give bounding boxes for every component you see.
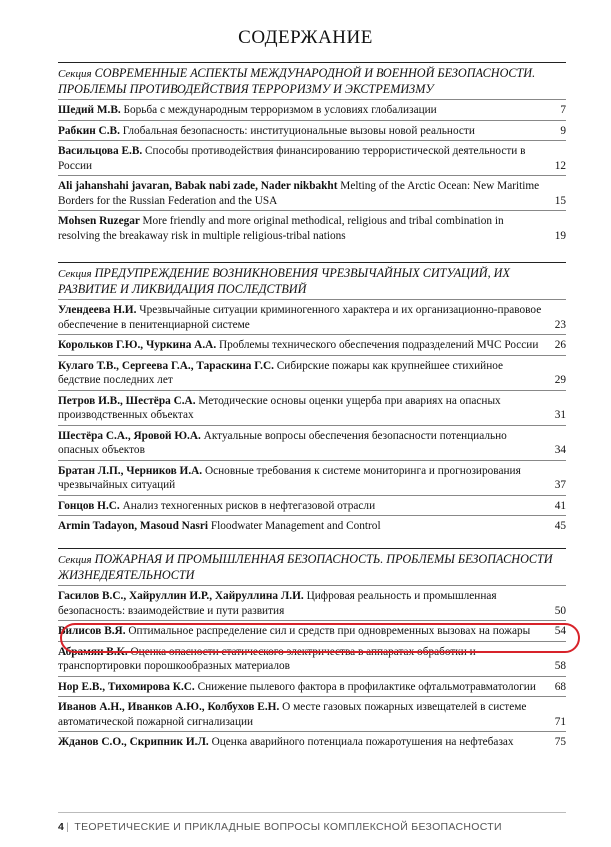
entry-authors: Жданов С.О., Скрипник И.Л. — [58, 736, 212, 748]
entry-title: Борьба с международным терроризмом в условиях глобализации — [123, 104, 437, 116]
toc-entry[interactable] — [58, 210, 566, 245]
section-title: СОВРЕМЕННЫЕ АСПЕКТЫ МЕЖДУНАРОДНОЙ И ВОЕННОЙ БЕЗОПАСНОСТИ. ПРОБЛЕМЫ ПРОТИВОДЕЙСТВИЯ ТЕРРОРИЗМУ И ЭКСТРЕМИЗМУ — [58, 66, 536, 96]
entry-page: 19 — [554, 229, 566, 242]
entry-title: Проблемы технического обеспечения подразделений МЧС России — [218, 339, 539, 351]
entry-title: Основные требования к системе мониторинга и прогнозирования чрезвычайных ситуаций — [58, 464, 521, 491]
entry-page: 34 — [554, 444, 566, 456]
entry-page: 26 — [554, 339, 566, 351]
toc-entry[interactable] — [58, 641, 566, 676]
toc-entry[interactable] — [58, 334, 566, 355]
toc-entry[interactable] — [58, 120, 566, 141]
page-footer — [58, 812, 566, 833]
toc-entry[interactable] — [58, 140, 566, 175]
entry-authors: Абрамян В.К. — [58, 645, 131, 658]
toc-entry-highlighted[interactable] — [58, 620, 566, 641]
entry-page: 23 — [554, 318, 566, 331]
section-label: Секция — [58, 268, 92, 280]
entry-authors: Корольков Г.Ю., Чуркина А.А. — [58, 339, 219, 351]
entry-title: Оптимальное распределение сил и средств при одновременных вызовах на пожары — [128, 625, 531, 637]
entry-page: 71 — [554, 715, 566, 728]
section-heading — [58, 548, 566, 585]
entry-authors: Нор Е.В., Тихомирова К.С. — [58, 680, 198, 693]
entry-title: Чрезвычайные ситуации криминогенного характера и их организационно-правовое обеспечение в пенитенциарной системе — [58, 304, 542, 331]
entry-title: Melting of the Arctic Ocean: New Maritime Borders for the Russian Federation and the USA — [58, 180, 540, 207]
toc-entry[interactable] — [58, 299, 566, 334]
entry-page: 68 — [554, 680, 566, 693]
entry-authors: Рабкин С.В. — [58, 124, 123, 137]
entry-title: Floodwater Management and Control — [210, 520, 381, 532]
entry-authors: Mohsen Ruzegar — [58, 215, 143, 227]
entry-authors: Иванов А.Н., Иванков А.Ю., Колбухов Е.Н. — [58, 701, 283, 713]
toc-entry[interactable] — [58, 99, 566, 120]
toc-entry[interactable] — [58, 355, 566, 390]
entry-authors: Братан Л.П., Черников И.А. — [58, 464, 205, 477]
toc-entry[interactable] — [58, 585, 566, 620]
entry-title: Оценка опасности статического электричества в аппаратах обработки и транспортировки порошкообразных материалов — [58, 645, 476, 672]
entry-title: More friendly and more original methodical, religious and tribal combination in resolving the breakaway risk in multiple religious-tribal nations — [58, 215, 504, 242]
entry-authors: Шестёра С.А., Яровой Ю.А. — [58, 429, 204, 442]
toc-entry[interactable] — [58, 175, 566, 210]
entry-authors: Ali jahanshahi javaran, Babak nabi zade, Nader nikbakht — [58, 180, 341, 192]
entry-title: Глобальная безопасность: институциональные вызовы новой реальности — [122, 124, 475, 137]
entry-authors: Шедий М.В. — [58, 104, 124, 116]
entry-page: 29 — [554, 374, 566, 386]
entry-title: Снижение пылевого фактора в профилактике офтальмотравматологии — [197, 680, 536, 693]
toc-entry[interactable] — [58, 515, 566, 536]
toc-entry[interactable] — [58, 425, 566, 460]
section-fire-safety — [58, 548, 566, 752]
entry-page: 45 — [554, 520, 566, 532]
entry-title: Анализ техногенных рисков в нефтегазовой отрасли — [122, 499, 376, 512]
toc-entry[interactable] — [58, 460, 566, 495]
entry-authors: Кулаго Т.В., Сергеева Г.А., Тараскина Г.С. — [58, 359, 277, 372]
entry-authors: Петров И.В., Шестёра С.А. — [58, 394, 199, 407]
entry-authors: Васильцова Е.В. — [58, 145, 146, 157]
section-heading — [58, 262, 566, 299]
entry-page: 54 — [554, 625, 566, 637]
entry-page: 58 — [554, 660, 566, 672]
page-title: СОДЕРЖАНИЕ — [238, 27, 373, 48]
entry-authors: Armin Tadayon, Masoud Nasri — [58, 520, 211, 532]
entry-title: Актуальные вопросы обеспечения безопасности потенциально опасных объектов — [58, 429, 507, 456]
entry-page: 41 — [554, 499, 566, 512]
toc-entry[interactable] — [58, 390, 566, 425]
entry-page: 37 — [554, 479, 566, 491]
section-international-security — [58, 62, 566, 245]
entry-page: 12 — [554, 159, 566, 172]
entry-title: Методические основы оценки ущерба при авариях на опасных производственных объектах — [58, 394, 501, 421]
footer-page-number: 4 — [58, 821, 65, 833]
entry-title: О месте газовых пожарных извещателей в системе автоматической пожарной сигнализации — [58, 701, 527, 728]
toc-entry[interactable] — [58, 495, 566, 516]
toc-entry[interactable] — [58, 676, 566, 697]
entry-page: 7 — [560, 104, 566, 116]
entry-page: 50 — [554, 604, 566, 617]
section-title: ПОЖАРНАЯ И ПРОМЫШЛЕННАЯ БЕЗОПАСНОСТЬ. ПРОБЛЕМЫ БЕЗОПАСНОСТИ ЖИЗНЕДЕЯТЕЛЬНОСТИ — [58, 552, 553, 582]
section-heading — [58, 62, 566, 99]
footer-journal-title: ТЕОРЕТИЧЕСКИЕ И ПРИКЛАДНЫЕ ВОПРОСЫ КОМПЛЕКСНОЙ БЕЗОПАСНОСТИ — [74, 821, 502, 833]
entry-page: 31 — [554, 409, 566, 421]
toc-entry[interactable] — [58, 731, 566, 752]
section-title: ПРЕДУПРЕЖДЕНИЕ ВОЗНИКНОВЕНИЯ ЧРЕЗВЫЧАЙНЫХ СИТУАЦИЙ, ИХ РАЗВИТИЕ И ЛИКВИДАЦИЯ ПОСЛЕДСТВИЙ — [58, 266, 510, 296]
entry-title: Сибирские пожары как крупнейшее стихийное бедствие последних лет — [58, 359, 504, 386]
entry-authors: Улендеева Н.И. — [58, 304, 140, 316]
entry-title: Оценка аварийного потенциала пожаротушения на нефтебазах — [211, 736, 514, 748]
section-label: Секция — [58, 68, 92, 80]
entry-authors: Вилисов В.Я. — [58, 625, 129, 637]
entry-authors: Гонцов Н.С. — [58, 499, 123, 512]
entry-authors: Гасилов В.С., Хайруллин И.Р., Хайруллина Л.И. — [58, 590, 307, 602]
toc-entry[interactable] — [58, 696, 566, 731]
entry-title: Цифровая реальность и промышленная безопасность: взаимодействие и пути развития — [58, 590, 497, 617]
entry-title: Способы противодействия финансированию террористической деятельности в России — [58, 145, 526, 172]
entry-page: 9 — [560, 124, 566, 137]
entry-page: 75 — [554, 736, 566, 748]
entry-page: 15 — [554, 194, 566, 207]
section-label: Секция — [58, 554, 92, 566]
footer-separator: | — [66, 821, 70, 833]
section-emergency-prevention — [58, 262, 566, 536]
